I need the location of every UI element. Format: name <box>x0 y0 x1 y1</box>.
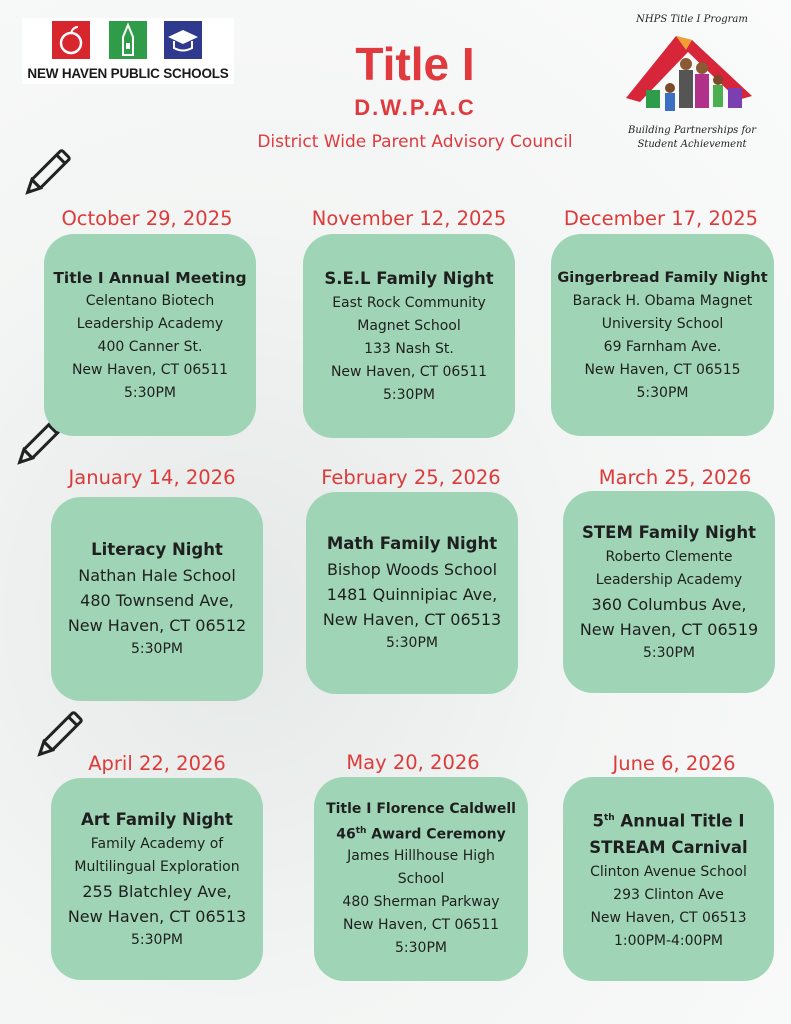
event-line: Celentano Biotech <box>85 292 215 309</box>
event-card <box>563 777 774 981</box>
event-title: Math Family Night <box>326 534 498 553</box>
event-date: December 17, 2025 <box>563 207 759 230</box>
event-line: 133 Nash St. <box>364 340 454 357</box>
event-line: Barack H. Obama Magnet <box>572 292 753 309</box>
program-name: NHPS Title I Program <box>636 14 748 25</box>
event-line: New Haven, CT 06511 <box>342 917 500 934</box>
event-card <box>563 491 775 693</box>
event-date: March 25, 2026 <box>598 466 752 489</box>
event-date: June 6, 2026 <box>612 752 736 775</box>
pencil-icon <box>16 144 76 204</box>
event-time: 5:30PM <box>636 384 689 401</box>
event-card <box>306 492 518 694</box>
event-time: 5:30PM <box>643 644 695 661</box>
event-line: New Haven, CT 06515 <box>584 361 741 378</box>
event-title: Gingerbread Family Night <box>557 269 768 286</box>
event-time: 5:30PM <box>124 384 176 401</box>
event-line: 400 Canner St. <box>97 338 203 355</box>
event-date: January 14, 2026 <box>68 466 236 489</box>
event-time: 5:30PM <box>386 635 438 651</box>
event-card <box>51 497 263 701</box>
event-card <box>551 234 774 436</box>
program-tagline-line2: Student Achievement <box>637 139 747 150</box>
event-line: University School <box>601 315 724 332</box>
event-line: 255 Blatchley Ave, <box>82 881 232 901</box>
event-time: 5:30PM <box>131 641 183 657</box>
event-card <box>303 234 515 438</box>
apple-icon <box>52 21 90 59</box>
event-line: Magnet School <box>357 317 461 334</box>
event-date: April 22, 2026 <box>88 752 226 775</box>
event-title: 5th Annual Title I <box>592 811 745 831</box>
event-line: New Haven, CT 06519 <box>579 619 759 639</box>
program-tagline <box>612 124 772 152</box>
event-time: 5:30PM <box>395 940 447 957</box>
event-card <box>44 234 256 436</box>
district-logo <box>22 18 234 84</box>
event-title: STEM Family Night <box>582 522 756 542</box>
family-house-icon <box>622 30 758 116</box>
event-title: Literacy Night <box>91 540 223 559</box>
event-line: Leadership Academy <box>595 571 743 588</box>
event-date: October 29, 2025 <box>61 207 233 230</box>
event-line: 69 Farnham Ave. <box>603 338 722 355</box>
event-line: 1481 Quinnipiac Ave, <box>326 585 498 604</box>
event-line: James Hillhouse High <box>347 848 495 865</box>
event-card <box>314 777 528 981</box>
event-line: New Haven, CT 06513 <box>67 906 247 926</box>
event-line: 480 Sherman Parkway <box>342 894 500 911</box>
event-line: New Haven, CT 06511 <box>330 363 488 380</box>
event-line: New Haven, CT 06511 <box>71 361 229 378</box>
event-line: 480 Townsend Ave, <box>80 591 234 610</box>
event-date: November 12, 2025 <box>311 207 507 230</box>
event-title-line2: STREAM Carnival <box>589 837 748 857</box>
event-line: New Haven, CT 06513 <box>322 610 502 629</box>
event-date: February 25, 2026 <box>321 466 501 489</box>
event-line: East Rock Community <box>332 294 486 311</box>
event-title: Art Family Night <box>81 809 233 829</box>
event-line: Roberto Clemente <box>605 548 733 565</box>
event-line: Nathan Hale School <box>78 566 236 585</box>
event-time: 1:00PM-4:00PM <box>614 932 723 949</box>
event-line: New Haven, CT 06513 <box>590 909 747 926</box>
event-title: S.E.L Family Night <box>324 268 494 288</box>
council-name: District Wide Parent Advisory Council <box>257 132 573 152</box>
event-line: 360 Columbus Ave, <box>591 594 747 614</box>
event-title: Title I Florence Caldwell <box>326 800 516 817</box>
event-line: 293 Clinton Ave <box>613 886 724 903</box>
acronym: D.W.P.A.C <box>354 95 476 120</box>
program-tagline-line1: Building Partnerships for <box>628 125 756 136</box>
page-title: Title I <box>355 38 475 90</box>
event-line: Clinton Avenue School <box>590 863 747 880</box>
district-name: NEW HAVEN PUBLIC SCHOOLS <box>27 66 229 81</box>
event-title: Title I Annual Meeting <box>53 268 247 287</box>
event-line: New Haven, CT 06512 <box>67 616 247 635</box>
event-line: Bishop Woods School <box>326 560 498 579</box>
event-title-line2: 46th Award Ceremony <box>336 825 506 843</box>
event-date: May 20, 2026 <box>346 751 480 774</box>
event-line: Multilingual Exploration <box>74 858 240 875</box>
event-card <box>51 778 263 980</box>
event-time: 5:30PM <box>131 931 183 948</box>
event-line: Leadership Academy <box>76 315 224 332</box>
event-line: Family Academy of <box>90 835 224 852</box>
event-line: School <box>397 871 445 888</box>
tower-icon <box>109 21 147 59</box>
event-time: 5:30PM <box>383 386 435 403</box>
graduation-cap-icon <box>164 21 202 59</box>
